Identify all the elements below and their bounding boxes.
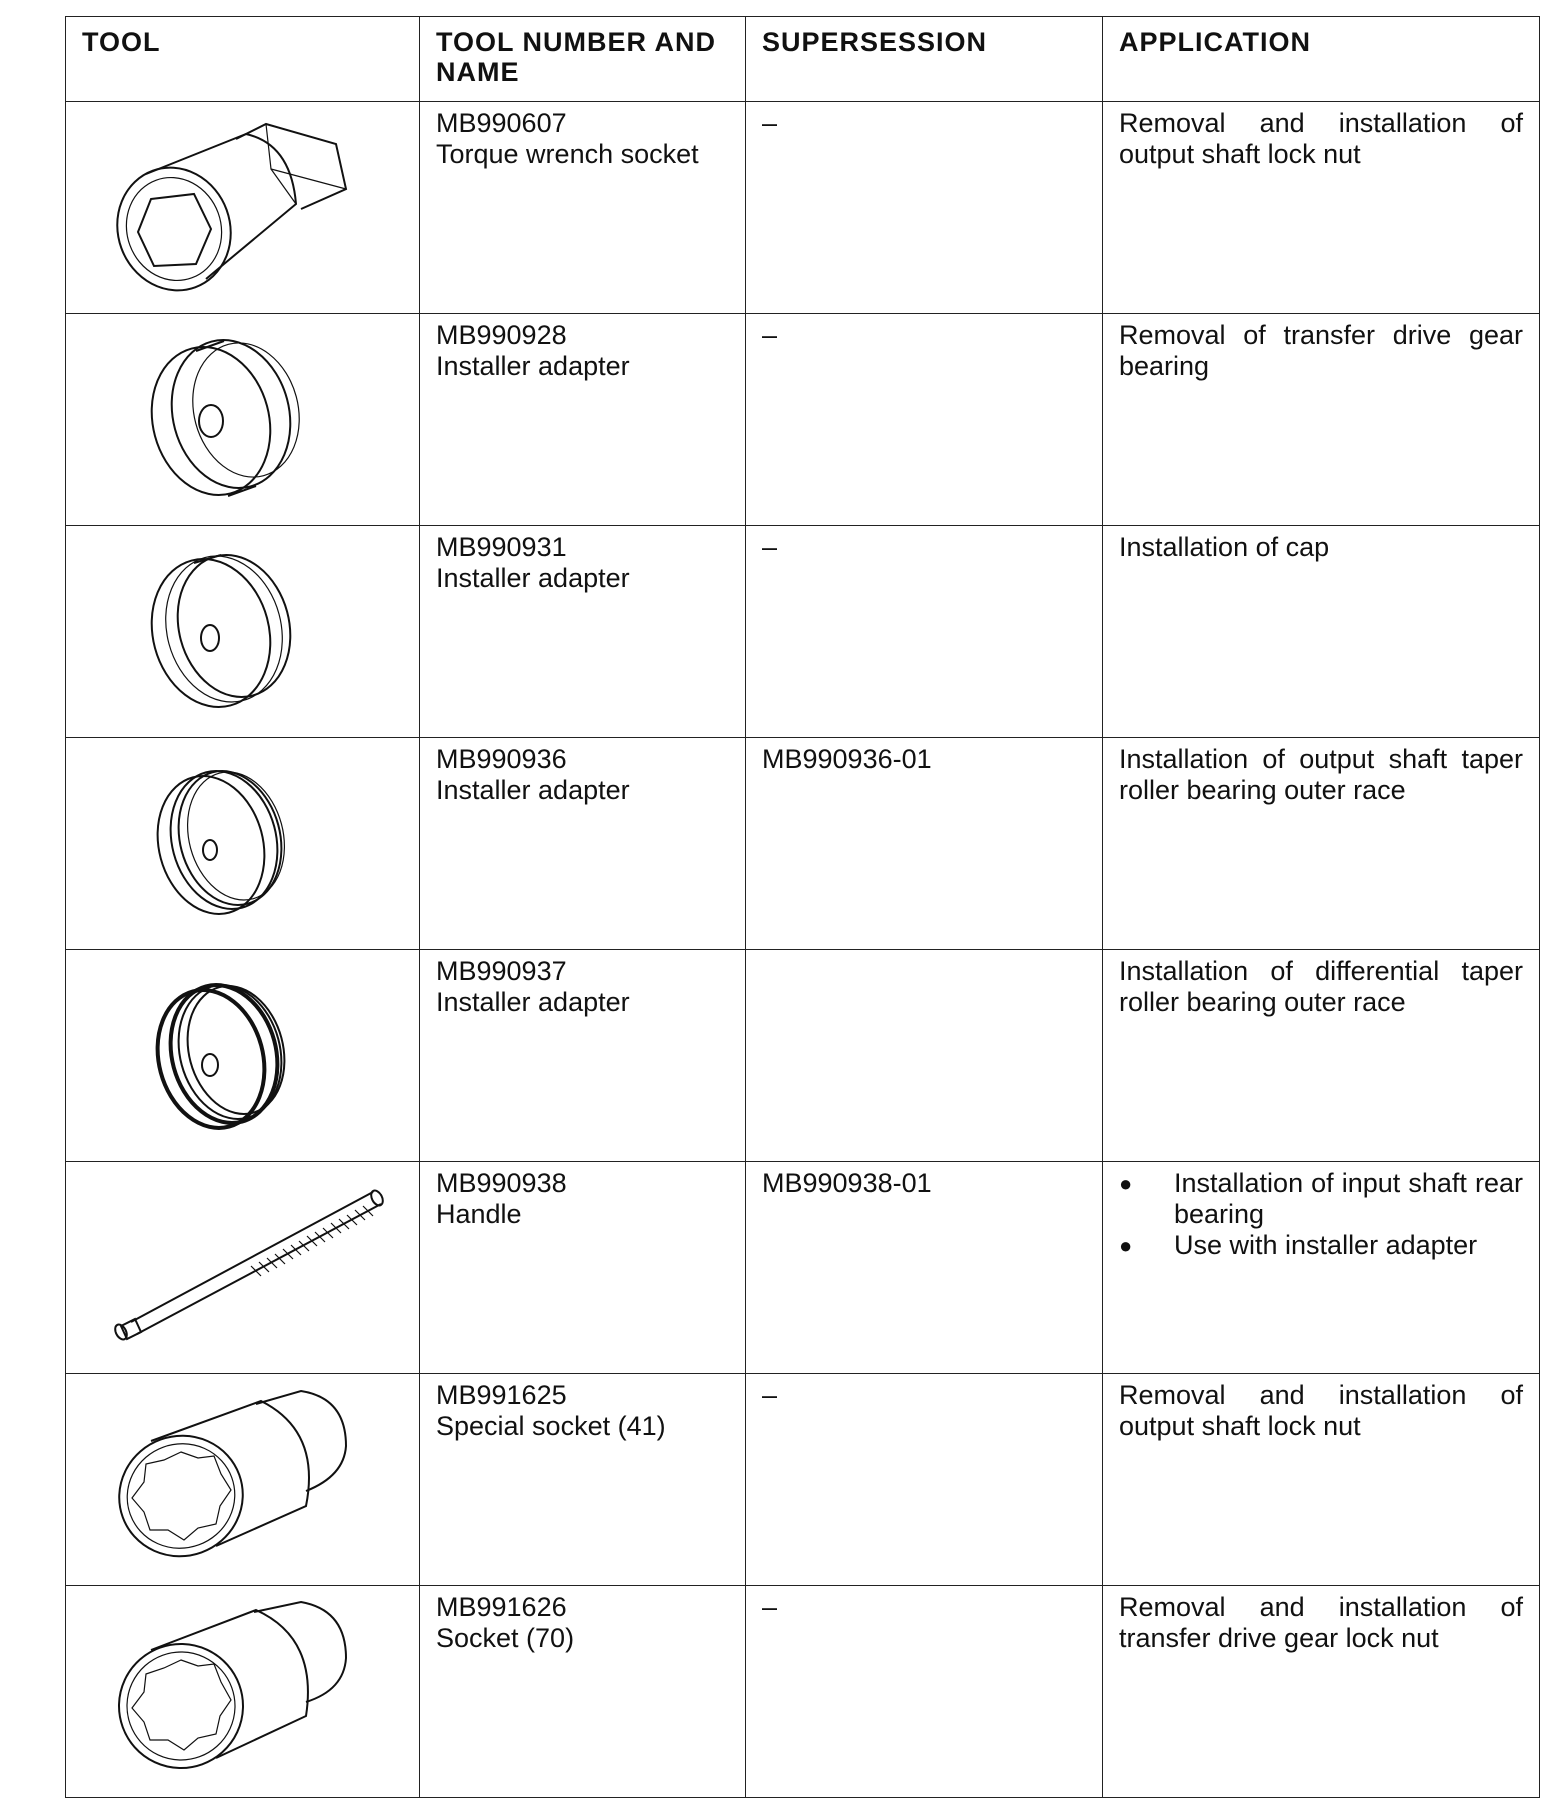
torque-wrench-socket-icon <box>106 114 386 299</box>
tool-illustration-cell <box>66 1374 420 1586</box>
header-supersession: SUPERSESSION <box>746 17 1103 102</box>
tool-name: Torque wrench socket <box>436 139 699 169</box>
supersession-value: MB990938-01 <box>762 1168 932 1198</box>
application-cell: Installation of cap <box>1103 526 1540 738</box>
application-cell: Removal of transfer drive gear bearing <box>1103 314 1540 526</box>
header-tool: TOOL <box>66 17 420 102</box>
supersession-cell <box>746 950 1103 1162</box>
table-row <box>66 1586 1540 1798</box>
tool-name: Installer adapter <box>436 987 630 1017</box>
tool-number-cell <box>420 1162 746 1374</box>
tool-number-cell <box>420 526 746 738</box>
tool-number-cell <box>420 314 746 526</box>
special-tools-table <box>65 16 1540 1798</box>
tool-number: MB990931 <box>436 532 567 562</box>
table-row <box>66 526 1540 738</box>
installer-adapter-icon <box>106 538 386 723</box>
tool-illustration-cell <box>66 1586 420 1798</box>
tool-number: MB991626 <box>436 1592 567 1622</box>
tool-illustration-cell <box>66 314 420 526</box>
table-row <box>66 102 1540 314</box>
tool-name: Installer adapter <box>436 775 630 805</box>
tool-number: MB990928 <box>436 320 567 350</box>
supersession-value: – <box>762 108 778 138</box>
table-row <box>66 1162 1540 1374</box>
tool-number-cell <box>420 1374 746 1586</box>
tool-illustration-cell <box>66 738 420 950</box>
tool-number: MB990936 <box>436 744 567 774</box>
tool-number-cell <box>420 1586 746 1798</box>
supersession-cell <box>746 1374 1103 1586</box>
supersession-cell <box>746 1162 1103 1374</box>
application-cell: Installation of differential taper roller bearing outer race <box>1103 950 1540 1162</box>
application-cell: Installation of output shaft taper roller bearing outer race <box>1103 738 1540 950</box>
tool-name: Installer adapter <box>436 563 630 593</box>
application-cell: Removal and installation of output shaft lock nut <box>1103 1374 1540 1586</box>
handle-icon <box>81 1174 401 1359</box>
supersession-value: MB990936-01 <box>762 744 932 774</box>
list-item: ● Use with installer adapter <box>1119 1230 1523 1261</box>
supersession-cell <box>746 314 1103 526</box>
supersession-cell <box>746 526 1103 738</box>
list-item: ● Installation of input shaft rear bearing <box>1119 1168 1523 1230</box>
tool-name: Socket (70) <box>436 1623 575 1653</box>
supersession-cell <box>746 1586 1103 1798</box>
application-bullet-list <box>1119 1168 1523 1261</box>
supersession-value: – <box>762 1592 778 1622</box>
tool-illustration-cell <box>66 950 420 1162</box>
tool-name: Special socket (41) <box>436 1411 666 1441</box>
supersession-value: – <box>762 1380 778 1410</box>
special-socket-icon <box>106 1386 386 1571</box>
tool-number-cell <box>420 102 746 314</box>
table-row <box>66 738 1540 950</box>
tool-number: MB990938 <box>436 1168 567 1198</box>
table-row <box>66 314 1540 526</box>
tool-illustration-cell <box>66 526 420 738</box>
tool-name: Handle <box>436 1199 522 1229</box>
tool-illustration-cell <box>66 1162 420 1374</box>
tool-number: MB991625 <box>436 1380 567 1410</box>
tool-number: MB990937 <box>436 956 567 986</box>
header-tool-number: TOOL NUMBER AND NAME <box>420 17 746 102</box>
installer-adapter-icon <box>106 750 386 935</box>
application-cell <box>1103 1162 1540 1374</box>
header-application: APPLICATION <box>1103 17 1540 102</box>
tool-number: MB990607 <box>436 108 567 138</box>
supersession-cell <box>746 102 1103 314</box>
supersession-value: – <box>762 532 778 562</box>
supersession-cell <box>746 738 1103 950</box>
supersession-value: – <box>762 320 778 350</box>
application-cell: Removal and installation of output shaft lock nut <box>1103 102 1540 314</box>
tool-illustration-cell <box>66 102 420 314</box>
application-cell: Removal and installation of transfer drive gear lock nut <box>1103 1586 1540 1798</box>
installer-adapter-icon <box>106 962 386 1147</box>
table-row <box>66 1374 1540 1586</box>
table-header-row <box>66 17 1540 102</box>
socket-icon <box>106 1598 386 1783</box>
table-row <box>66 950 1540 1162</box>
tool-number-cell <box>420 738 746 950</box>
installer-adapter-icon <box>106 326 386 511</box>
tool-name: Installer adapter <box>436 351 630 381</box>
tool-number-cell <box>420 950 746 1162</box>
